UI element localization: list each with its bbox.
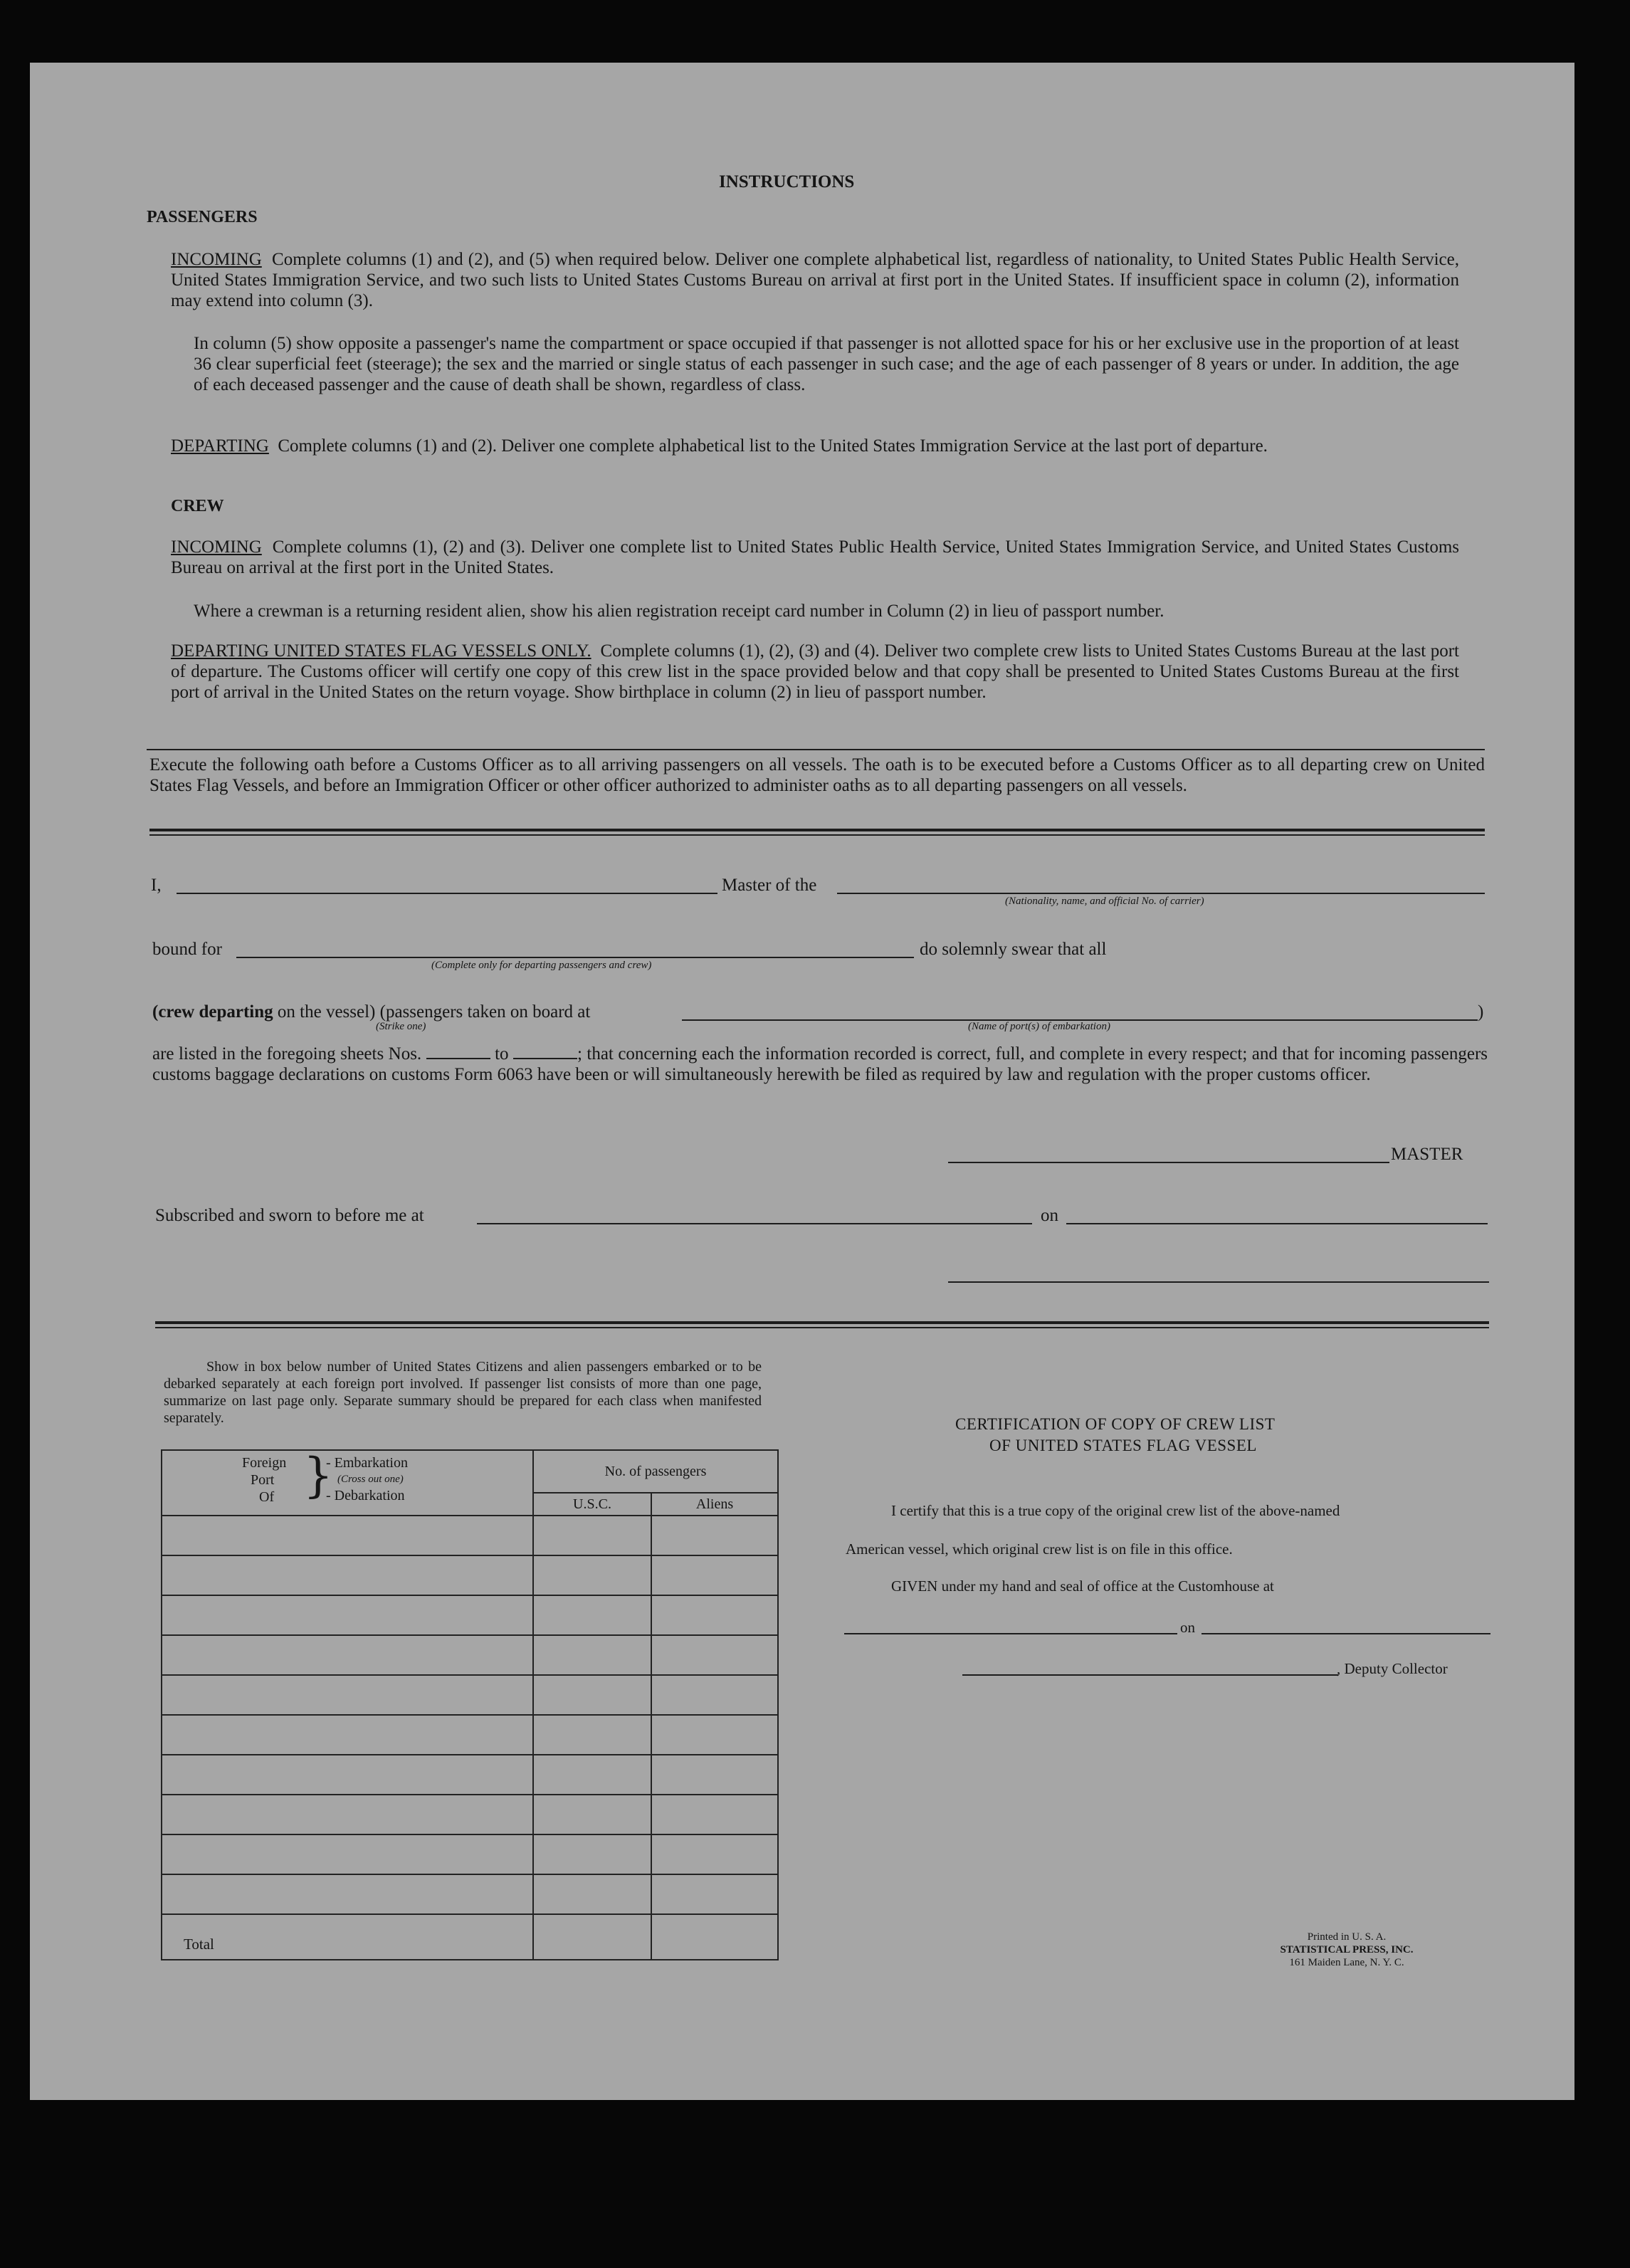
- subscribed-place-line[interactable]: [477, 1223, 1032, 1224]
- embarkation-label: - Embarkation: [326, 1455, 408, 1471]
- printer-line-3: 161 Maiden Lane, N. Y. C.: [1289, 1957, 1404, 1968]
- nationality-caption: (Nationality, name, and official No. of carrier): [1005, 896, 1204, 907]
- oath-intro: Execute the following oath before a Customs Officer as to all arriving passengers on all vessels. The oath is to be executed before a Customs Officer as to all departing crew on United States Flag Vessels, and before an Immigration Officer or other officer authorized to administer oaths as to all departing passengers on all vessels.: [149, 755, 1485, 795]
- usc-cell[interactable]: [533, 1595, 651, 1635]
- certification-title-2: OF UNITED STATES FLAG VESSEL: [989, 1437, 1257, 1454]
- crew-heading: CREW: [171, 497, 224, 515]
- ports-caption: (Name of port(s) of embarkation): [968, 1021, 1110, 1032]
- usc-cell[interactable]: [533, 1874, 651, 1914]
- port-cell[interactable]: [162, 1555, 533, 1595]
- passengers-heading: PASSENGERS: [147, 208, 258, 226]
- aliens-cell[interactable]: [651, 1635, 778, 1675]
- crew-departing-text: Complete columns (1), (2), (3) and (4). Deliver two complete crew lists to United States Customs Bureau at the last port of departure. The Customs officer will certify one copy of this crew list in the space provided below and that copy shall be presented to United States Customs Bureau at the first port of arrival in the United States on the return voyage. Show birthplace in column (2) in lieu of passport number.: [171, 641, 1459, 702]
- summary-table: [161, 1449, 779, 1960]
- subscribed-label: Subscribed and sworn to before me at: [155, 1206, 424, 1225]
- bound-for-caption: (Complete only for departing passengers and crew): [431, 960, 652, 971]
- master-label: MASTER: [1391, 1145, 1463, 1164]
- usc-cell[interactable]: [533, 1675, 651, 1715]
- on-the-vessel-text: on the vessel) (passengers taken on board at: [277, 1002, 591, 1022]
- officer-signature-line[interactable]: [948, 1281, 1489, 1283]
- printer-line-1: Printed in U. S. A.: [1307, 1931, 1387, 1943]
- aliens-cell[interactable]: [651, 1834, 778, 1874]
- port-cell[interactable]: [162, 1834, 533, 1874]
- table-row: [162, 1516, 778, 1555]
- double-rule-2-bottom: [155, 1327, 1489, 1328]
- table-row: [162, 1874, 778, 1914]
- crew-incoming-text: Complete columns (1), (2) and (3). Deliver one complete list to United States Public Health Service, United States Immigration Service, and United States Customs Bureau on arrival at the first port in the United States.: [171, 537, 1459, 577]
- port-cell[interactable]: [162, 1516, 533, 1555]
- crew-departing-bold: (crew departing: [152, 1002, 273, 1022]
- port-cell[interactable]: [162, 1595, 533, 1635]
- oath-i-label: I,: [151, 876, 162, 895]
- crew-incoming-label: INCOMING: [171, 537, 262, 557]
- total-row: [162, 1914, 778, 1960]
- usc-cell[interactable]: [533, 1834, 651, 1874]
- passengers-departing-label: DEPARTING: [171, 436, 269, 456]
- crew-departing-label: [152, 1002, 590, 1022]
- usc-cell[interactable]: [533, 1715, 651, 1755]
- table-row: [162, 1675, 778, 1715]
- table-row: [162, 1555, 778, 1595]
- usc-header: U.S.C.: [533, 1493, 651, 1516]
- subscribed-on-label: on: [1041, 1206, 1058, 1225]
- aliens-cell[interactable]: [651, 1874, 778, 1914]
- printer-line-2: STATISTICAL PRESS, INC.: [1280, 1944, 1414, 1955]
- passengers-departing-text: Complete columns (1) and (2). Deliver one complete alphabetical list to the United States Immigration Service at the last port of departure.: [278, 436, 1268, 456]
- crew-departing-label: DEPARTING UNITED STATES FLAG VESSELS ONLY.: [171, 641, 591, 661]
- summary-instructions: Show in box below number of United States Citizens and alien passengers embarked or to be debarked separately at each foreign port involved. If passenger list consists of more than one page, summarize on last page only. Separate summary should be prepared for each class when manifested separately.: [164, 1359, 762, 1426]
- aliens-header: Aliens: [651, 1493, 778, 1516]
- of-label: Of: [259, 1489, 275, 1505]
- listed-paragraph: [152, 1044, 1488, 1085]
- passengers-departing-paragraph: [171, 436, 1459, 456]
- usc-total-cell[interactable]: [533, 1914, 651, 1960]
- port-header-cell: [162, 1450, 533, 1516]
- aliens-cell[interactable]: [651, 1675, 778, 1715]
- cross-out-caption: (Cross out one): [337, 1474, 404, 1485]
- deputy-signature-line[interactable]: [962, 1674, 1338, 1676]
- listed-suffix: ; that concerning each the information recorded is correct, full, and complete in every respect; and that for incoming passengers customs baggage declarations on customs Form 6063 have been or will simultaneously herewith be filed as required by law and regulation with the proper customs officer.: [152, 1044, 1488, 1084]
- port-label: Port: [251, 1472, 275, 1488]
- aliens-cell[interactable]: [651, 1555, 778, 1595]
- passengers-incoming-text: Complete columns (1) and (2), and (5) when required below. Deliver one complete alphabetical list, regardless of nationality, to United States Public Health Service, United States Immigration Service, and two such lists to United States Customs Bureau on arrival at first port in the United States. If insufficient space in column (2), information may extend into column (3).: [171, 250, 1460, 310]
- total-label: Total: [162, 1914, 533, 1960]
- port-cell[interactable]: [162, 1755, 533, 1795]
- usc-cell[interactable]: [533, 1795, 651, 1834]
- subscribed-date-line[interactable]: [1066, 1223, 1488, 1224]
- divider: [147, 749, 1485, 750]
- listed-prefix: are listed in the foregoing sheets Nos.: [152, 1044, 422, 1064]
- table-row: [162, 1834, 778, 1874]
- master-signature-line[interactable]: [948, 1162, 1389, 1163]
- usc-cell[interactable]: [533, 1635, 651, 1675]
- port-cell[interactable]: [162, 1715, 533, 1755]
- aliens-cell[interactable]: [651, 1595, 778, 1635]
- sheet-from-field[interactable]: [426, 1045, 490, 1059]
- table-row: [162, 1795, 778, 1834]
- port-cell[interactable]: [162, 1635, 533, 1675]
- table-row: [162, 1715, 778, 1755]
- certify-line-2: American vessel, which original crew list is on file in this office.: [846, 1540, 1233, 1558]
- cert-on-label: on: [1180, 1619, 1195, 1636]
- table-row: [162, 1595, 778, 1635]
- aliens-cell[interactable]: [651, 1755, 778, 1795]
- foreign-label: Foreign: [242, 1455, 287, 1471]
- debarkation-label: - Debarkation: [326, 1488, 405, 1503]
- bound-for-label: bound for: [152, 940, 222, 959]
- crew-incoming-paragraph: [171, 537, 1459, 578]
- deputy-collector-label: , Deputy Collector: [1337, 1660, 1448, 1677]
- crew-resident-paragraph: Where a crewman is a returning resident alien, show his alien registration receipt card number in Column (2) in lieu of passport number.: [194, 602, 1164, 621]
- certify-line-1: I certify that this is a true copy of the original crew list of the above-named: [891, 1502, 1340, 1519]
- port-cell[interactable]: [162, 1874, 533, 1914]
- crew-departing-paragraph: [171, 641, 1459, 703]
- double-rule-bottom: [149, 834, 1485, 836]
- carrier-line[interactable]: [837, 893, 1485, 894]
- certification-title-1: CERTIFICATION OF COPY OF CREW LIST: [955, 1415, 1276, 1433]
- bound-for-line[interactable]: [236, 957, 914, 958]
- instructions-title: INSTRUCTIONS: [719, 172, 855, 191]
- aliens-total-cell[interactable]: [651, 1914, 778, 1960]
- cert-date-line[interactable]: [1202, 1633, 1490, 1634]
- double-rule-top: [149, 829, 1485, 831]
- swear-text: do solemnly swear that all: [920, 940, 1107, 959]
- master-name-line[interactable]: [177, 893, 717, 894]
- passengers-incoming-label: INCOMING: [171, 250, 262, 269]
- no-of-passengers-header: No. of passengers: [533, 1450, 778, 1493]
- form-page: [30, 63, 1574, 2100]
- printer-imprint: [1247, 1931, 1446, 1969]
- usc-cell[interactable]: [533, 1755, 651, 1795]
- aliens-cell[interactable]: [651, 1795, 778, 1834]
- port-cell[interactable]: [162, 1675, 533, 1715]
- strike-caption: (Strike one): [376, 1021, 426, 1032]
- column5-paragraph: In column (5) show opposite a passenger's name the compartment or space occupied if that passenger is not allotted space for his or her exclusive use in the proportion of at least 36 clear superficial feet (steerage); the sex and the married or single status of each passenger in such case; and the age of each passenger of 8 years or under. In addition, the age of each deceased passenger and the cause of death shall be shown, regardless of class.: [194, 334, 1459, 394]
- customhouse-line[interactable]: [844, 1633, 1177, 1634]
- port-cell[interactable]: [162, 1795, 533, 1834]
- master-of-the-label: Master of the: [722, 876, 817, 895]
- brace-symbol: }: [303, 1448, 333, 1503]
- aliens-cell[interactable]: [651, 1516, 778, 1555]
- double-rule-2-top: [155, 1321, 1489, 1324]
- usc-cell[interactable]: [533, 1555, 651, 1595]
- aliens-cell[interactable]: [651, 1715, 778, 1755]
- table-row: [162, 1755, 778, 1795]
- usc-cell[interactable]: [533, 1516, 651, 1555]
- sheet-to-field[interactable]: [513, 1045, 577, 1059]
- given-line: GIVEN under my hand and seal of office at the Customhouse at: [891, 1577, 1274, 1595]
- close-paren: ): [1478, 1002, 1484, 1022]
- to-word: to: [495, 1044, 509, 1064]
- table-row: [162, 1635, 778, 1675]
- passengers-incoming-paragraph: [171, 249, 1459, 311]
